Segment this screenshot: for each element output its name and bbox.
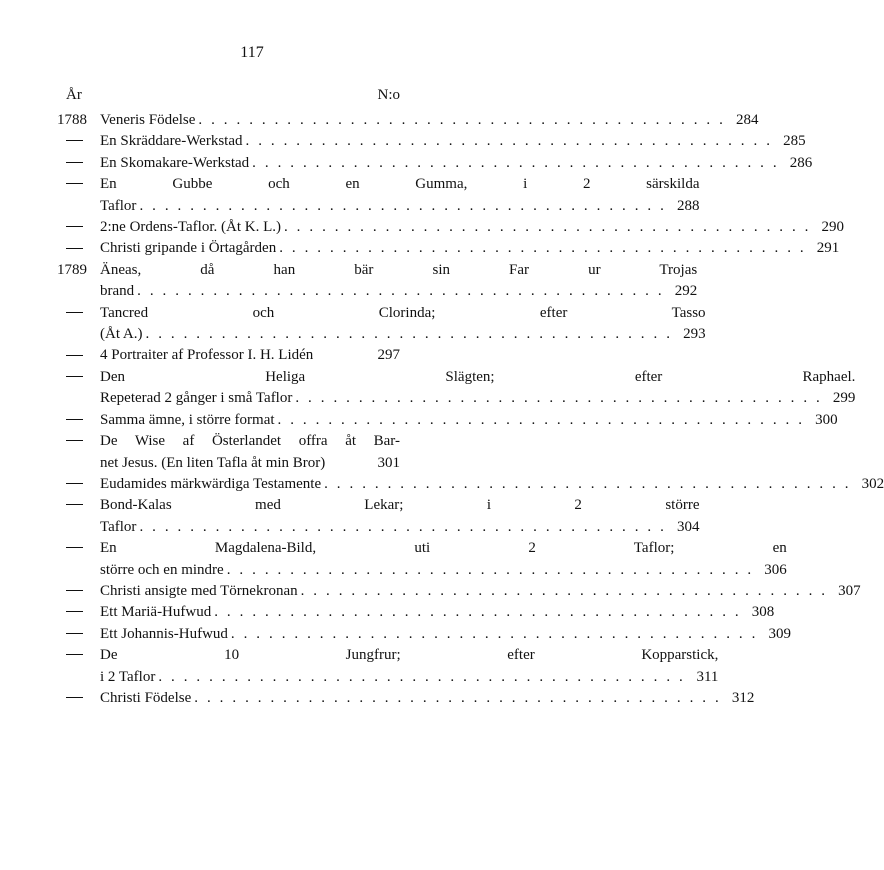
entry-title-line: Christi Födelse [100, 689, 192, 706]
catalogue-entry [57, 581, 861, 602]
entry-title-line: Christi gripande i Örtagården [100, 240, 277, 257]
ditto-dash [66, 611, 83, 612]
catalogue-list [57, 110, 884, 709]
catalogue-entry [57, 410, 838, 431]
entry-number: 284 [735, 112, 759, 128]
dot-leader [324, 474, 851, 495]
ditto-dash [66, 312, 83, 313]
catalogue-entry [57, 260, 698, 303]
entry-year [57, 345, 100, 366]
dot-leader [278, 410, 805, 431]
entry-number: 306 [764, 561, 787, 578]
entry-title-line: En Skräddare-Werkstad [100, 133, 243, 150]
dot-leader [279, 238, 806, 259]
entry-number: 302 [861, 475, 884, 492]
ditto-dash [66, 697, 83, 698]
entry-number: 311 [696, 668, 719, 685]
entry-title-line: Äneas, då han bär sin Far ur Trojas [100, 261, 698, 278]
entry-title-line: Den Heliga Slägten; efter Raphael. [100, 368, 856, 385]
catalogue-entry [57, 645, 719, 688]
entry-title-line: De 10 Jungfrur; efter Kopparstick, [100, 647, 719, 664]
ditto-dash [66, 162, 83, 163]
entry-year [57, 602, 100, 623]
ditto-dash [66, 590, 83, 591]
entry-year [57, 624, 100, 645]
dot-leader [137, 281, 664, 302]
entry-number: 309 [768, 625, 791, 642]
entry-title-line: Ett Johannis-Hufwud [100, 625, 228, 642]
entry-number: 292 [674, 283, 698, 300]
entry-year [57, 303, 100, 324]
catalogue-entry [57, 238, 840, 259]
entry-number: 308 [751, 604, 775, 621]
dot-leader [284, 217, 811, 238]
ditto-dash [66, 633, 83, 634]
ditto-dash [66, 440, 83, 441]
catalogue-entry [57, 495, 700, 538]
entry-title-line: Taflor [100, 197, 137, 214]
catalogue-entry [57, 431, 400, 474]
catalogue-entry [57, 153, 813, 174]
ditto-dash [66, 376, 83, 377]
dot-leader [146, 324, 673, 345]
entry-year [57, 153, 100, 174]
entry-number: 291 [816, 240, 840, 257]
entry-title-line: 4 Portraiter af Professor I. H. Lidén [100, 347, 314, 364]
entry-title-line: Veneris Födelse [100, 112, 196, 128]
number-column-header: N:o [377, 87, 400, 103]
entry-title-line: i 2 Taflor [100, 668, 156, 685]
dot-leader [227, 560, 754, 581]
ditto-dash [66, 654, 83, 655]
entry-number: 286 [789, 154, 813, 171]
entry-year [57, 538, 100, 559]
ditto-dash [66, 226, 83, 227]
page-number: 117 [240, 44, 264, 61]
ditto-dash [66, 483, 83, 484]
entry-year [57, 581, 100, 602]
entry-number: 307 [838, 582, 861, 599]
catalogue-entry [57, 367, 856, 410]
ditto-dash [66, 547, 83, 548]
catalogue-entry [57, 174, 700, 217]
entry-year: 1788 [57, 112, 87, 128]
entry-title-line: Repeterad 2 gånger i små Taflor [100, 390, 293, 407]
entry-year [57, 645, 100, 666]
ditto-dash [66, 504, 83, 505]
ditto-dash [66, 355, 83, 356]
entry-number: 300 [815, 411, 838, 428]
ditto-dash [66, 140, 83, 141]
entry-number: 301 [377, 454, 400, 471]
entry-title-line: Tancred och Clorinda; efter Tasso [100, 304, 706, 321]
entry-year [57, 410, 100, 431]
entry-title-line: En Skomakare-Werkstad [100, 154, 250, 171]
dot-leader [198, 110, 725, 131]
entry-title-line: större och en mindre [100, 561, 224, 578]
entry-title-line: Ett Mariä-Hufwud [100, 604, 212, 621]
catalogue-entry [57, 688, 755, 709]
entry-title-line: Christi ansigte med Törnekronan [100, 582, 298, 599]
dot-leader [246, 131, 773, 152]
dot-leader [295, 388, 822, 409]
entry-title-line: Bond-Kalas med Lekar; i 2 större [100, 497, 700, 514]
dot-leader [252, 153, 779, 174]
dot-leader [139, 517, 666, 538]
entry-year [57, 474, 100, 495]
catalogue-entry [57, 131, 806, 152]
entry-year [57, 688, 100, 709]
catalogue-entry [57, 345, 400, 366]
entry-title-line: net Jesus. (En liten Tafla åt min Bror) [100, 454, 326, 471]
catalogue-entry [57, 217, 845, 238]
catalogue-entry [57, 624, 791, 645]
entry-title-line: Eudamides märkwärdiga Testamente [100, 475, 322, 492]
entry-number: 290 [821, 219, 845, 236]
entry-year [57, 367, 100, 388]
ditto-dash [66, 419, 83, 420]
catalogue-entry [57, 538, 787, 581]
dot-leader [301, 581, 828, 602]
dot-leader [231, 624, 758, 645]
entry-year [57, 217, 100, 238]
entry-title-line: Taflor [100, 518, 137, 535]
catalogue-entry [57, 110, 759, 131]
catalogue-entry [57, 602, 775, 623]
entry-year [57, 431, 100, 452]
year-column-header: År [66, 87, 82, 103]
entry-year [57, 174, 100, 195]
ditto-dash [66, 248, 83, 249]
dot-leader [214, 602, 741, 623]
entry-number: 312 [731, 689, 755, 706]
entry-year [57, 495, 100, 516]
dot-leader [139, 196, 666, 217]
catalogue-entry [57, 303, 706, 346]
entry-title-line: En Magdalena-Bild, uti 2 Taflor; en [100, 540, 787, 557]
dot-leader [194, 688, 721, 709]
entry-number: 304 [677, 518, 700, 535]
entry-number: 288 [677, 197, 700, 214]
entry-number: 293 [683, 326, 706, 343]
ditto-dash [66, 183, 83, 184]
entry-year [57, 131, 100, 152]
entry-title-line: De Wise af Österlandet offra åt Bar- [100, 433, 400, 450]
entry-year [57, 238, 100, 259]
entry-title-line: 2:ne Ordens-Taflor. (Åt K. L.) [100, 219, 281, 236]
entry-title-line: brand [100, 283, 135, 300]
entry-title-line: Samma ämne, i större format [100, 411, 275, 428]
entry-title-line: (Åt A.) [100, 326, 143, 343]
entry-number: 297 [377, 347, 400, 364]
entry-title-line: En Gubbe och en Gumma, i 2 särskilda [100, 176, 700, 193]
entry-year: 1789 [57, 261, 87, 278]
dot-leader [158, 667, 685, 688]
catalogue-entry [57, 474, 884, 495]
entry-number: 285 [783, 133, 806, 150]
entry-number: 299 [832, 390, 856, 407]
